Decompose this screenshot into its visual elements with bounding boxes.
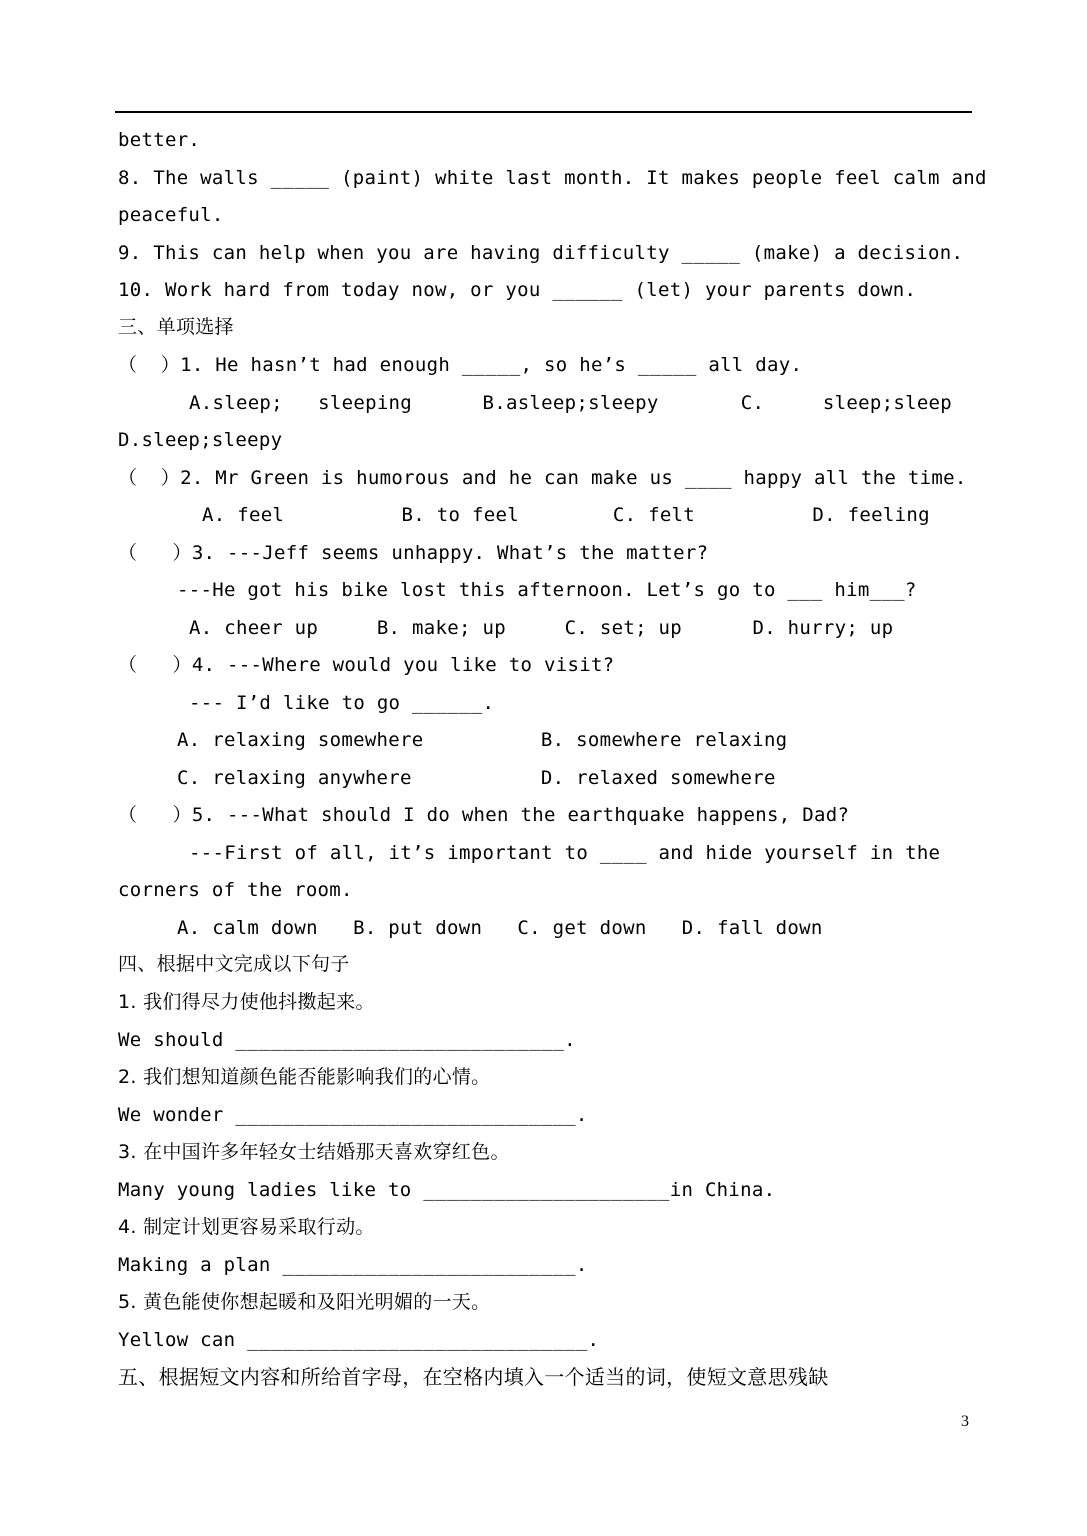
mc-question-4: （ ）4. ---Where would you like to visit? (118, 654, 615, 676)
text-line: better. (118, 129, 201, 151)
mc-question-2: （ ）2. Mr Green is humorous and he can make us ____ happy all the time. (118, 467, 967, 489)
page-number: 3 (961, 1413, 969, 1430)
mc-question-5-line2: ---First of all, it’s important to ____ and hide yourself in the (189, 842, 941, 864)
mc-options-2: A. feel B. to feel C. felt D. feeling (202, 504, 930, 526)
translation-5-en: Yellow can _____________________________. (118, 1329, 600, 1351)
question-9: 9. This can help when you are having difficulty _____ (make) a decision. (118, 242, 964, 264)
mc-question-3: （ ）3. ---Jeff seems unhappy. What’s the matter? (118, 542, 709, 564)
mc-options-1: A.sleep; sleeping B.asleep;sleepy C. sleep;sleep (189, 392, 953, 414)
translation-1-en: We should ____________________________. (118, 1029, 576, 1051)
mc-question-4-line2: --- I’d like to go ______. (189, 692, 495, 714)
question-10: 10. Work hard from today now, or you ______ (let) your parents down. (118, 279, 917, 301)
mc-options-1-d: D.sleep;sleepy (118, 429, 283, 451)
translation-2-cn: 2. 我们想知道颜色能否能影响我们的心情。 (118, 1066, 491, 1088)
section-4-heading: 四、根据中文完成以下句子 (118, 953, 350, 975)
translation-2-en: We wonder _____________________________. (118, 1104, 588, 1126)
question-8: 8. The walls _____ (paint) white last month. It makes people feel calm and (118, 167, 987, 189)
translation-4-en: Making a plan _________________________. (118, 1254, 588, 1276)
translation-3-en: Many young ladies like to _____________________in China. (118, 1179, 776, 1201)
translation-1-cn: 1. 我们得尽力使他抖擞起来。 (118, 991, 375, 1013)
translation-5-cn: 5. 黄色能使你想起暖和及阳光明媚的一天。 (118, 1291, 491, 1313)
text-line: peaceful. (118, 204, 224, 226)
translation-4-cn: 4. 制定计划更容易采取行动。 (118, 1216, 375, 1238)
header-rule (115, 111, 972, 113)
translation-3-cn: 3. 在中国许多年轻女士结婚那天喜欢穿红色。 (118, 1141, 510, 1163)
mc-question-5-line3: corners of the room. (118, 879, 353, 901)
mc-question-3-line2: ---He got his bike lost this afternoon. Let’s go to ___ him___? (177, 579, 917, 601)
section-3-heading: 三、单项选择 (118, 316, 234, 338)
mc-options-4-cd: C. relaxing anywhere D. relaxed somewhere (177, 767, 776, 789)
mc-question-1: （ ）1. He hasn’t had enough _____, so he’s _____ all day. (118, 354, 803, 376)
mc-options-5: A. calm down B. put down C. get down D. fall down (177, 917, 823, 939)
mc-options-3: A. cheer up B. make; up C. set; up D. hurry; up (189, 617, 894, 639)
mc-options-4-ab: A. relaxing somewhere B. somewhere relaxing (177, 729, 788, 751)
section-5-heading: 五、根据短文内容和所给首字母，在空格内填入一个适当的词，使短文意思残缺 (118, 1365, 829, 1389)
mc-question-5: （ ）5. ---What should I do when the earthquake happens, Dad? (118, 804, 850, 826)
